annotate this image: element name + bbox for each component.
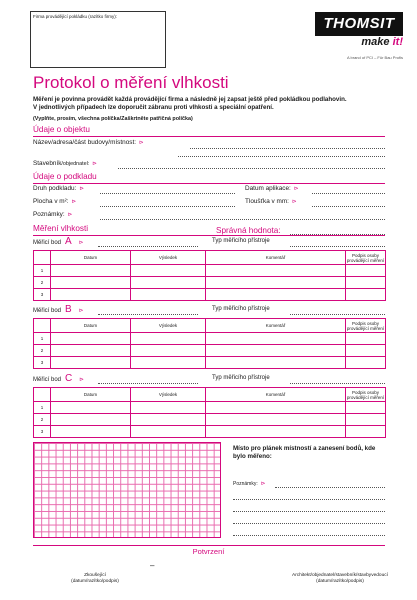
measurement-table-a: Datum Výsledek Komentář Podpis osoby provádějící měření 1 2 3 [33,250,386,301]
point-b-field[interactable] [98,314,198,315]
point-letter: B [65,304,72,315]
point-letter: C [65,373,73,384]
correct-value-label: Správná hodnota: [216,226,281,235]
floor-section-heading: Údaje o podkladu [33,172,97,181]
builder-label: Stavebník/objednatel: ⊳ [33,160,97,167]
arrow-icon: ⊳ [79,377,84,383]
object-name-field[interactable] [190,148,385,149]
measurement-table-c: Datum Výsledek Komentář Podpis osoby provádějící měření 1 2 3 [33,387,386,438]
company-stamp-label: Firma provádějící pokládku (razítko firmy): [33,14,118,19]
tester-signature[interactable]: Zkoušející (datum/razítko/podpis) [71,573,119,584]
intro-line-1: Měření je povinna provádět každá provádějící firma a následně jej zapsat ještě před pokládkou podlahovin. [33,96,347,103]
arrow-icon: ⊳ [139,140,144,146]
tagline-start: make [361,36,393,48]
arrow-icon: ⊳ [78,308,84,314]
device-type-label-b: Typ měřicího přístroje [212,306,270,312]
table-row: 3 [34,357,386,369]
fill-note: (Vyplňte, prosím, všechna políčka/Zaškrtněte patřičná políčka) [33,116,193,122]
thomsit-logo: THOMSIT [315,12,403,36]
plan-notes-label: Poznámky: ⊳ [233,481,266,487]
application-date-field[interactable] [312,193,385,194]
floor-section-divider [33,183,385,184]
table-row: 2 [34,277,386,289]
plan-notes-field-5[interactable] [233,535,385,536]
sketch-grid[interactable] [33,442,221,538]
object-section-heading: Údaje o objektu [33,125,90,134]
table-row: 3 [34,289,386,301]
table-row: 1 [34,402,386,414]
device-type-field-b[interactable] [290,314,385,315]
arrow-icon: ⊳ [260,481,266,487]
arrow-icon: ⊳ [291,199,297,205]
application-date-label: Datum aplikace: ⊳ [245,185,299,192]
thickness-label: Tloušťka v mm: ⊳ [245,198,297,205]
table-row: 2 [34,414,386,426]
arrow-icon: ⊳ [293,186,299,192]
table-row: 3 [34,426,386,438]
object-name-field-2[interactable] [178,156,385,157]
point-letter: A [65,236,72,247]
area-label: Plocha v m²: ⊳ [33,198,77,205]
floor-type-field[interactable] [100,193,235,194]
measurement-table-b: Datum Výsledek Komentář Podpis osoby provádějící měření 1 2 3 [33,318,386,369]
device-type-field-c[interactable] [290,383,385,384]
confirmation-divider [33,545,385,546]
brand-subline: A brand of PCI – Für Bau Profis [346,55,403,60]
table-row: 1 [34,333,386,345]
measure-point-b: Měřicí bod B ⊳ [33,304,84,315]
thickness-field[interactable] [312,206,385,207]
measure-point-a: Měřicí bod A ⊳ [33,236,84,247]
arrow-icon: ⊳ [78,240,84,246]
point-c-field[interactable] [98,383,198,384]
device-type-label-c: Typ měřicího přístroje [212,375,270,381]
object-section-divider [33,136,385,137]
signature-dash: – [150,561,155,570]
plan-heading: Místo pro plánek místností a zanesení bodů, kde bylo měřeno: [233,445,376,460]
arrow-icon: ⊳ [79,186,84,192]
floor-notes-label: Poznámky: ⊳ [33,211,73,218]
plan-notes-field-4[interactable] [233,523,385,524]
measure-section-heading: Měření vlhkosti [33,224,89,233]
table-row: 2 [34,345,386,357]
plan-notes-field-1[interactable] [275,487,385,488]
measure-section-divider [33,235,385,236]
floor-notes-field[interactable] [100,219,385,220]
company-stamp-box[interactable] [30,11,166,68]
intro-line-2: V jednotlivých případech lze doporučit zábranu proti vlhkosti a speciální opatření. [33,104,274,111]
device-type-field-a[interactable] [290,246,385,247]
device-type-label-a: Typ měřicího přístroje [212,238,270,244]
intro-text [33,96,393,112]
brand-tagline [315,36,403,48]
client-signature[interactable]: Architekt/objednatel/stavebník/stavbyvedoucí (datum/razítko/podpis) [292,573,388,584]
confirmation-heading: Potvrzení [192,547,225,556]
point-a-field[interactable] [98,246,198,247]
builder-field[interactable] [118,168,385,169]
arrow-icon: ⊳ [92,161,97,167]
plan-notes-field-2[interactable] [233,499,385,500]
measure-point-c: Měřicí bod C ⊳ [33,373,84,384]
table-row: 1 [34,265,386,277]
page-title: Protokol o měření vlhkosti [33,73,229,92]
floor-type-label: Druh podkladu: ⊳ [33,185,84,192]
area-field[interactable] [100,206,235,207]
arrow-icon: ⊳ [71,199,77,205]
plan-notes-field-3[interactable] [233,511,385,512]
tagline-accent: it! [392,36,403,48]
object-name-label: Název/adresa/část budovy/místnost: ⊳ [33,139,144,146]
arrow-icon: ⊳ [67,212,73,218]
